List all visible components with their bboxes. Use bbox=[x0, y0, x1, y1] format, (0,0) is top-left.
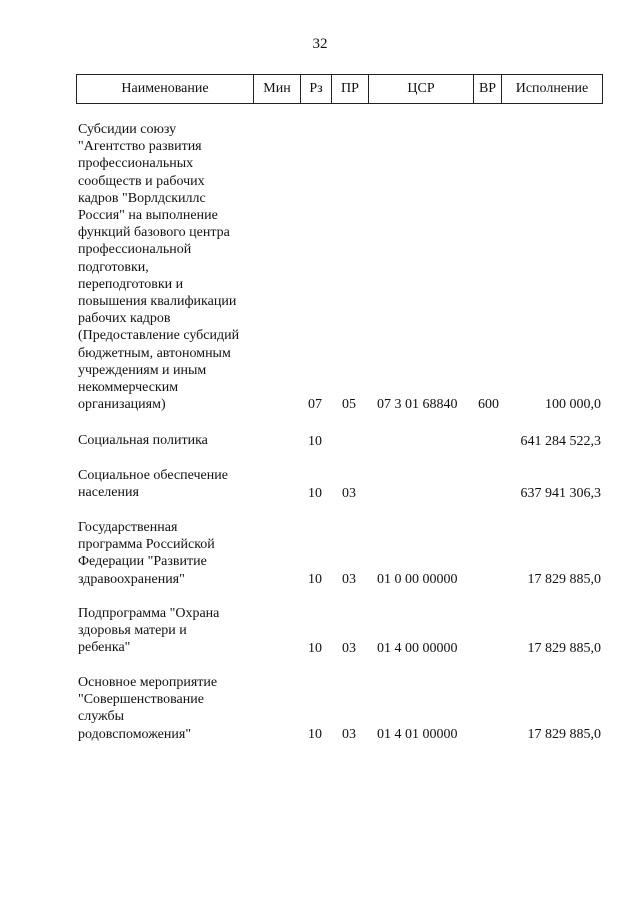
table-row bbox=[78, 519, 603, 588]
row-isp: 17 829 885,0 bbox=[527, 726, 601, 742]
table-row bbox=[78, 674, 603, 743]
row-name: Субсидии союзу "Агентство развития профессиональных сообществ и рабочих кадров "Ворлдскиллс Россия" на выполнение функций базового центра профессиональной подготовки, переподготовки и повышения квалификации рабочих кадров (Предоставление субсидий бюджетным, автономным учреждениям и иным некоммерческим организациям) bbox=[78, 122, 240, 413]
table-row bbox=[78, 121, 603, 413]
header-name: Наименование bbox=[77, 75, 254, 103]
row-rz: 10 bbox=[308, 485, 322, 501]
row-isp: 17 829 885,0 bbox=[527, 640, 601, 656]
row-rz: 07 bbox=[308, 396, 322, 412]
row-values bbox=[78, 396, 603, 413]
header-isp: Исполнение bbox=[515, 81, 589, 96]
header-pr: ПР bbox=[332, 75, 369, 103]
row-pr: 03 bbox=[342, 571, 356, 587]
row-name: Основное мероприятие "Совершенствование службы родовспоможения" bbox=[78, 675, 218, 742]
row-rz: 10 bbox=[308, 640, 322, 656]
row-pr: 03 bbox=[342, 726, 356, 742]
row-name: Подпрограмма "Охрана здоровья матери и ребенка" bbox=[78, 606, 220, 656]
row-rz: 10 bbox=[308, 433, 322, 449]
row-values bbox=[78, 571, 603, 588]
header-min: Мин bbox=[254, 75, 301, 103]
row-csr: 07 3 01 68840 bbox=[377, 396, 458, 412]
row-name: Социальная политика bbox=[78, 433, 208, 448]
row-rz: 10 bbox=[308, 726, 322, 742]
page-number: 32 bbox=[312, 36, 328, 52]
table-row bbox=[78, 432, 603, 450]
row-isp: 637 941 306,3 bbox=[520, 485, 601, 501]
header-rz: Рз bbox=[301, 75, 332, 103]
row-pr: 03 bbox=[342, 485, 356, 501]
row-values bbox=[78, 485, 603, 502]
row-isp: 100 000,0 bbox=[545, 396, 601, 412]
header-vr: ВР bbox=[474, 75, 502, 103]
row-csr: 01 0 00 00000 bbox=[377, 571, 458, 587]
row-pr: 03 bbox=[342, 640, 356, 656]
row-rz: 10 bbox=[308, 571, 322, 587]
row-vr: 600 bbox=[478, 396, 499, 412]
row-values bbox=[78, 640, 603, 657]
table-row bbox=[78, 605, 603, 657]
row-isp: 17 829 885,0 bbox=[527, 571, 601, 587]
row-csr: 01 4 00 00000 bbox=[377, 640, 458, 656]
header-csr: ЦСР bbox=[369, 75, 474, 103]
row-isp: 641 284 522,3 bbox=[520, 433, 601, 449]
row-values bbox=[78, 433, 603, 450]
row-values bbox=[78, 726, 603, 743]
row-name: Государственная программа Российской Федерации "Развитие здравоохранения" bbox=[78, 520, 215, 587]
table-header bbox=[76, 74, 603, 104]
table-row bbox=[78, 467, 603, 502]
row-pr: 05 bbox=[342, 396, 356, 412]
row-csr: 01 4 01 00000 bbox=[377, 726, 458, 742]
row-name: Социальное обеспечение населения bbox=[78, 468, 228, 501]
